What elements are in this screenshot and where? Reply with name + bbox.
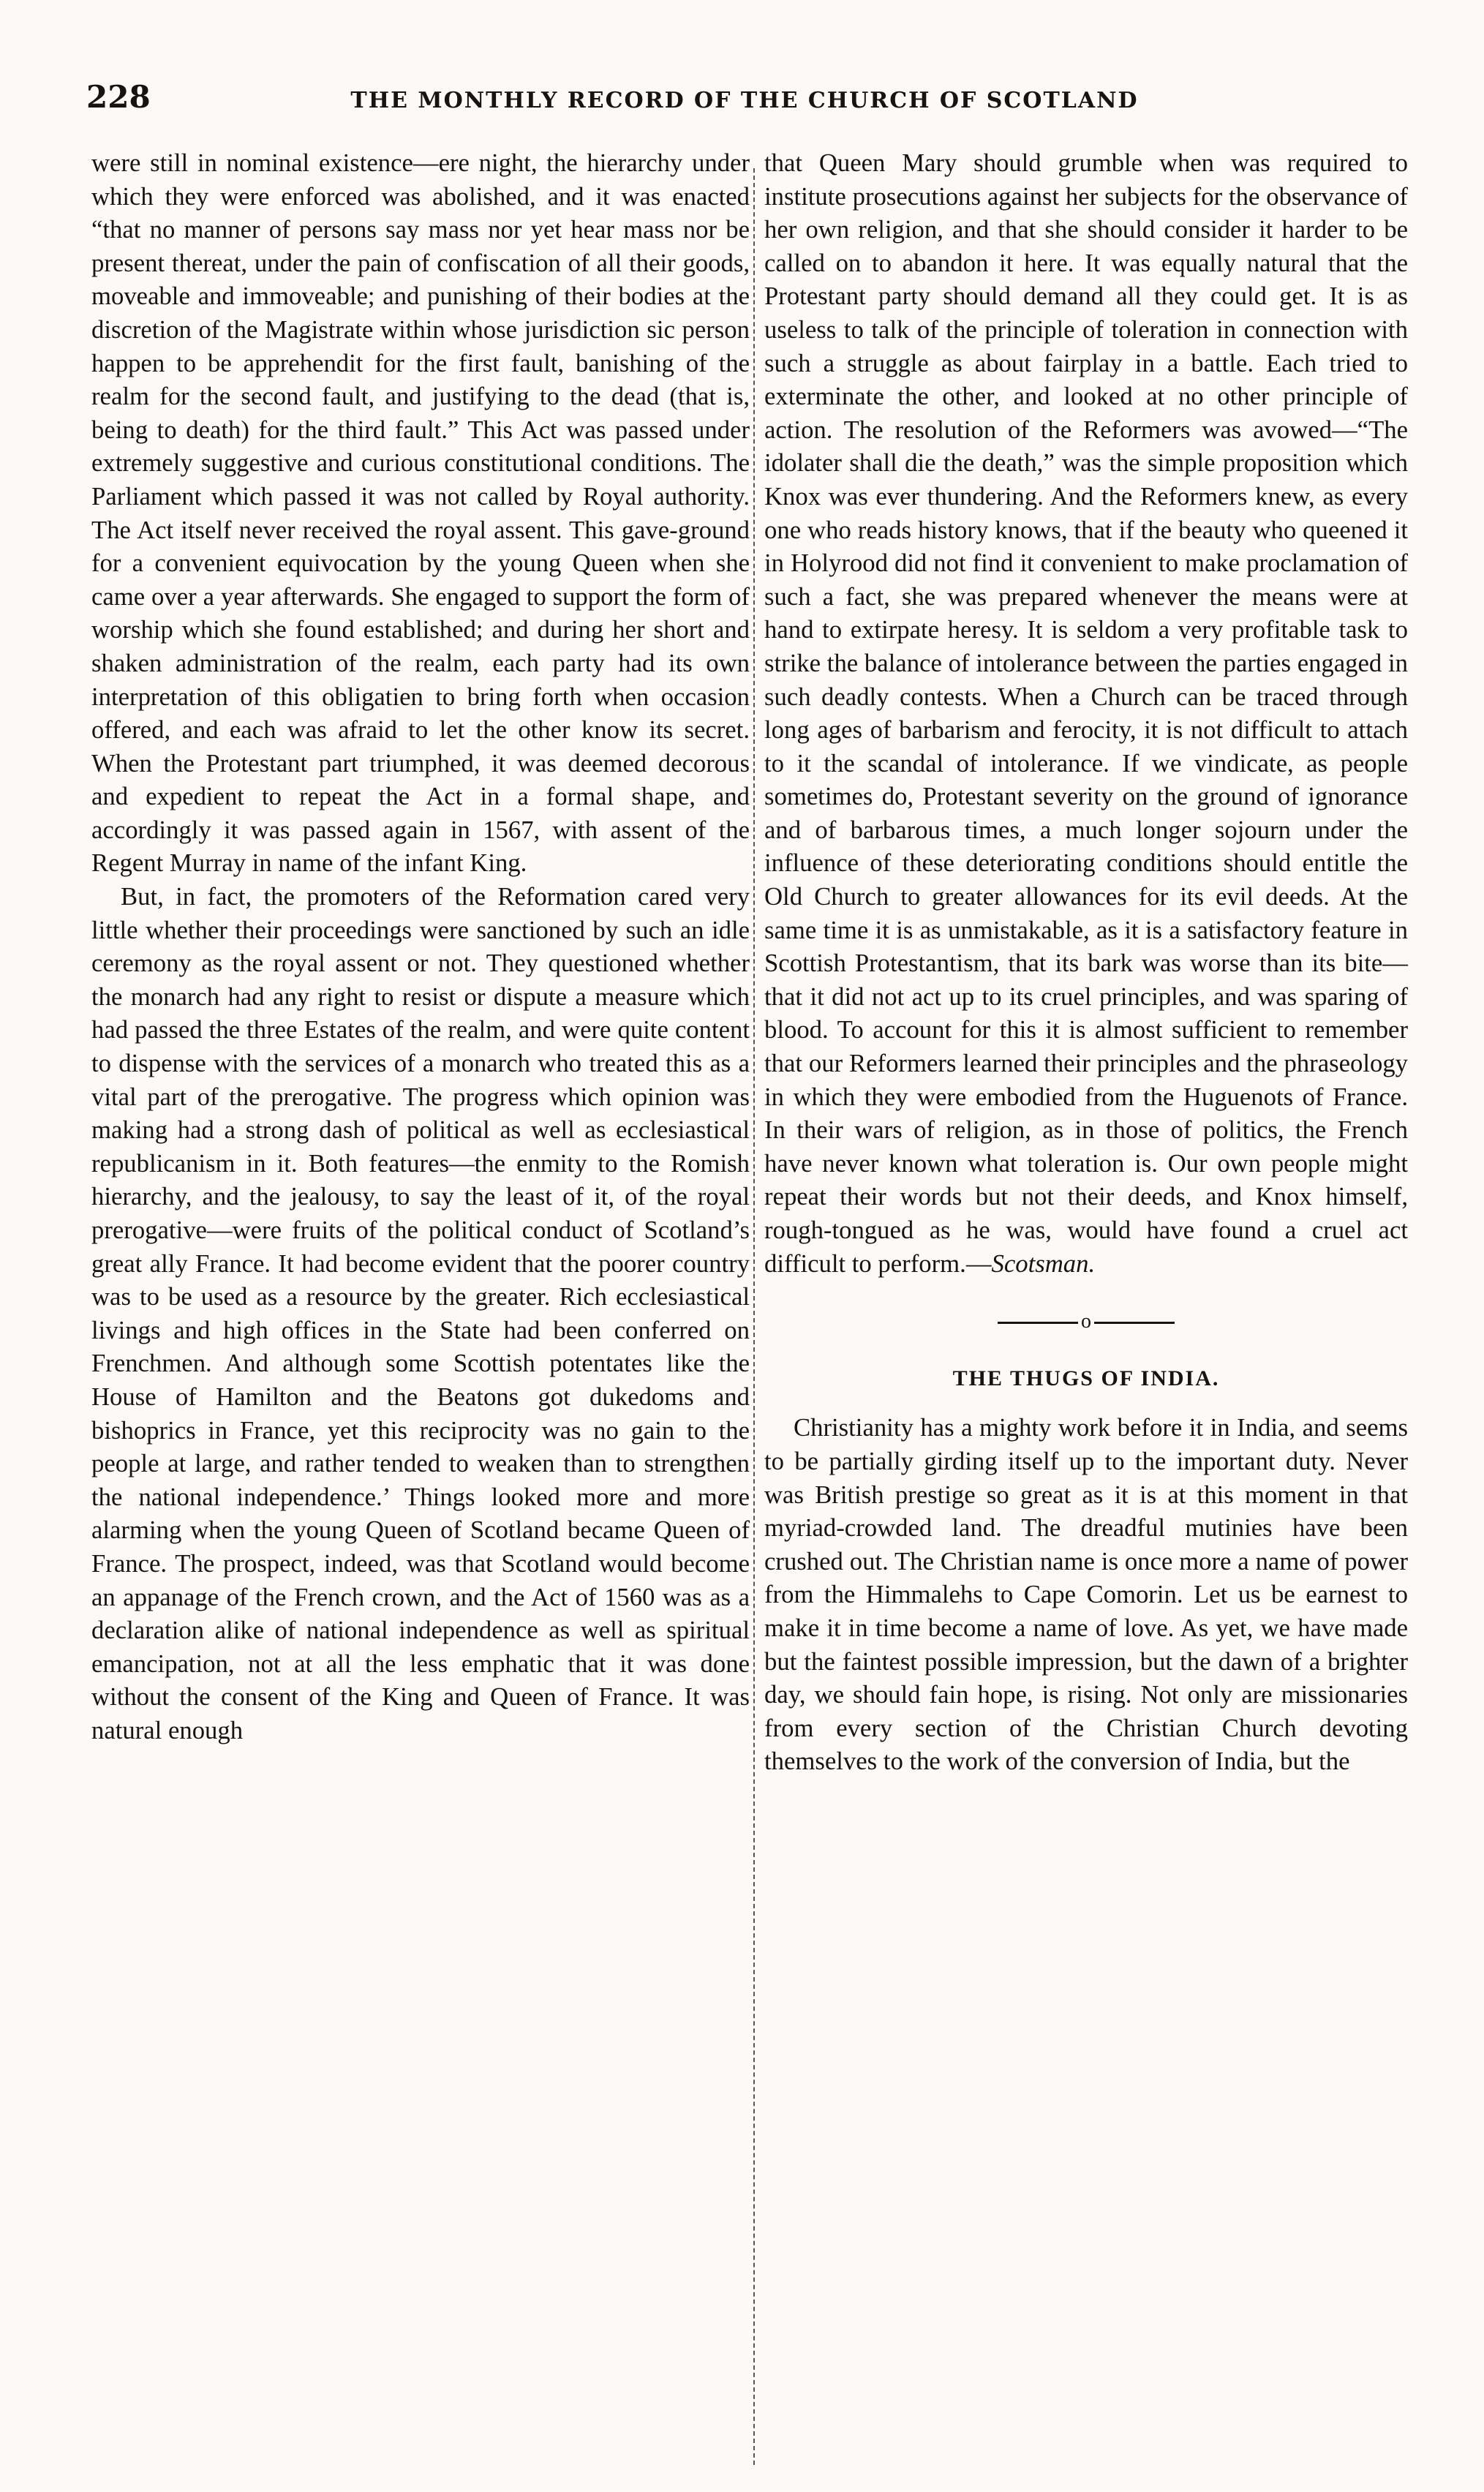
left-column — [91, 146, 750, 1747]
right-column — [764, 146, 1408, 1778]
left-paragraph-1: were still in nominal existence—ere night, the hierarchy under which they were enforced was abolished, and it was enacted “that no manner of persons say mass nor yet hear mass nor be present thereat, under the pain of confiscation of all their goods, moveable and immoveable; and punishing of their bodies at the discretion of the Magistrate within whose jurisdiction sic person happen to be apprehendit for the first fault, banishing of the realm for the second fault, and justifying to the dead (that is, being to death) for the third fault.” This Act was passed under extremely suggestive and curious constitutional conditions. The Parliament which passed it was not called by Royal authority. The Act itself never received the royal assent. This gave-ground for a convenient equivocation by the young Queen when she came over a year afterwards. She engaged to support the form of worship which she found established; and during her short and shaken administration of the realm, each party had its own interpretation of this obligatien to bring forth when occasion offered, and each was afraid to let the other know its secret. When the Protestant part triumphed, it was deemed decorous and expedient to repeat the Act in a formal shape, and accordingly it was passed again in 1567, with assent of the Regent Murray in name of the infant King. — [91, 148, 750, 878]
section-paragraph-1: Christianity has a mighty work before it in India, and seems to be partially girding itself up to the important duty. Never was British prestige so great as it is at this moment in that myriad-crowded land. The dreadful mutinies have been crushed out. The Christian name is once more a name of power from the Himmalehs to Cape Comorin. Let us be earnest to make it in time become a name of love. As yet, we have made but the faintest possible impression, but the dawn of a brighter day, we should fain hope, is rising. Not only are missionaries from every section of the Christian Church devoting themselves to the work of the conversion of India, but the — [764, 1413, 1408, 1776]
separator-line-right — [1094, 1322, 1175, 1324]
section-separator — [764, 1306, 1408, 1340]
running-head: THE MONTHLY RECORD OF THE CHURCH OF SCOTLAND — [350, 88, 1139, 113]
article-source-byline: Scotsman. — [991, 1249, 1096, 1278]
separator-ornament: o — [1081, 1310, 1091, 1333]
page-number: 228 — [86, 79, 151, 115]
section-title: THE THUGS OF INDIA. — [952, 1366, 1220, 1390]
left-paragraph-2: But, in fact, the promoters of the Reformation cared very little whether their proceedings were sanctioned by such an idle ceremony as the royal assent or not. They questioned whether the monarch had any right to resist or dispute a measure which had passed the three Estates of the realm, and were quite content to dispense with the services of a monarch who treated this as a vital part of the prerogative. The progress which opinion was making had a strong dash of political as well as ecclesiastical republicanism in it. Both features—the enmity to the Romish hierarchy, and the jealousy, to say the least of it, of the royal prerogative—were fruits of the political conduct of Scotland’s great ally France. It had become evident that the poorer country was to be used as a resource by the greater. Rich ecclesiastical livings and high offices in the State had been conferred on Frenchmen. And although some Scottish potentates like the House of Hamilton and the Beatons got dukedoms and bishoprics in France, yet this reciprocity was no gain to the people at large, and rather tended to weaken than to strengthen the national independence.’ Things looked more and more alarming when the young Queen of Scotland became Queen of France. The prospect, indeed, was that Scotland would become an appanage of the French crown, and the Act of 1560 was as a declaration alike of national independence as well as spiritual emancipation, not at all the less emphatic that it was done without the consent of the King and Queen of France. It was natural enough — [91, 882, 750, 1744]
right-paragraph-1-text: that Queen Mary should grumble when was required to institute prosecutions against her subjects for the observance of her own religion, and that she should consider it harder to be called on to abandon it here. It was equally natural that the Protestant party should demand all they could get. It is as useless to talk of the principle of toleration in connection with such a struggle as about fairplay in a battle. Each tried to exterminate the other, and looked at no other principle of action. The resolution of the Reformers was avowed—“The idolater shall die the death,” was the simple proposition which Knox was ever thundering. And the Reformers knew, as every one who reads history knows, that if the beauty who queened it in Holyrood did not find it convenient to make proclamation of such a fact, she was prepared whenever the means were at hand to extirpate heresy. It is seldom a very profitable task to strike the balance of intolerance between the parties engaged in such deadly contests. When a Church can be traced through long ages of barbarism and ferocity, it is not difficult to attach to it the scandal of intolerance. If we vindicate, as people sometimes do, Protestant severity on the ground of ignorance and of barbarous times, a much longer sojourn under the influence of these deteriorating conditions should entitle the Old Church to greater allowances for its evil deeds. At the same time it is as unmistakable, as it is a satisfactory feature in Scottish Protestantism, that its bark was worse than its bite—that it did not act up to its cruel principles, and was sparing of blood. To account for this it is almost sufficient to remember that our Reformers learned their principles and the phraseology in which they were embodied from the Huguenots of France. In their wars of religion, as in those of politics, the French have never known what toleration is. Our own people might repeat their words but not their deeds, and Knox himself, rough-tongued as he was, would have found a cruel act difficult to perform.— — [764, 148, 1408, 1278]
page-header — [86, 79, 1403, 123]
separator-line-left — [998, 1322, 1078, 1324]
right-paragraph-1 — [764, 146, 1408, 1280]
column-divider — [753, 168, 755, 2465]
